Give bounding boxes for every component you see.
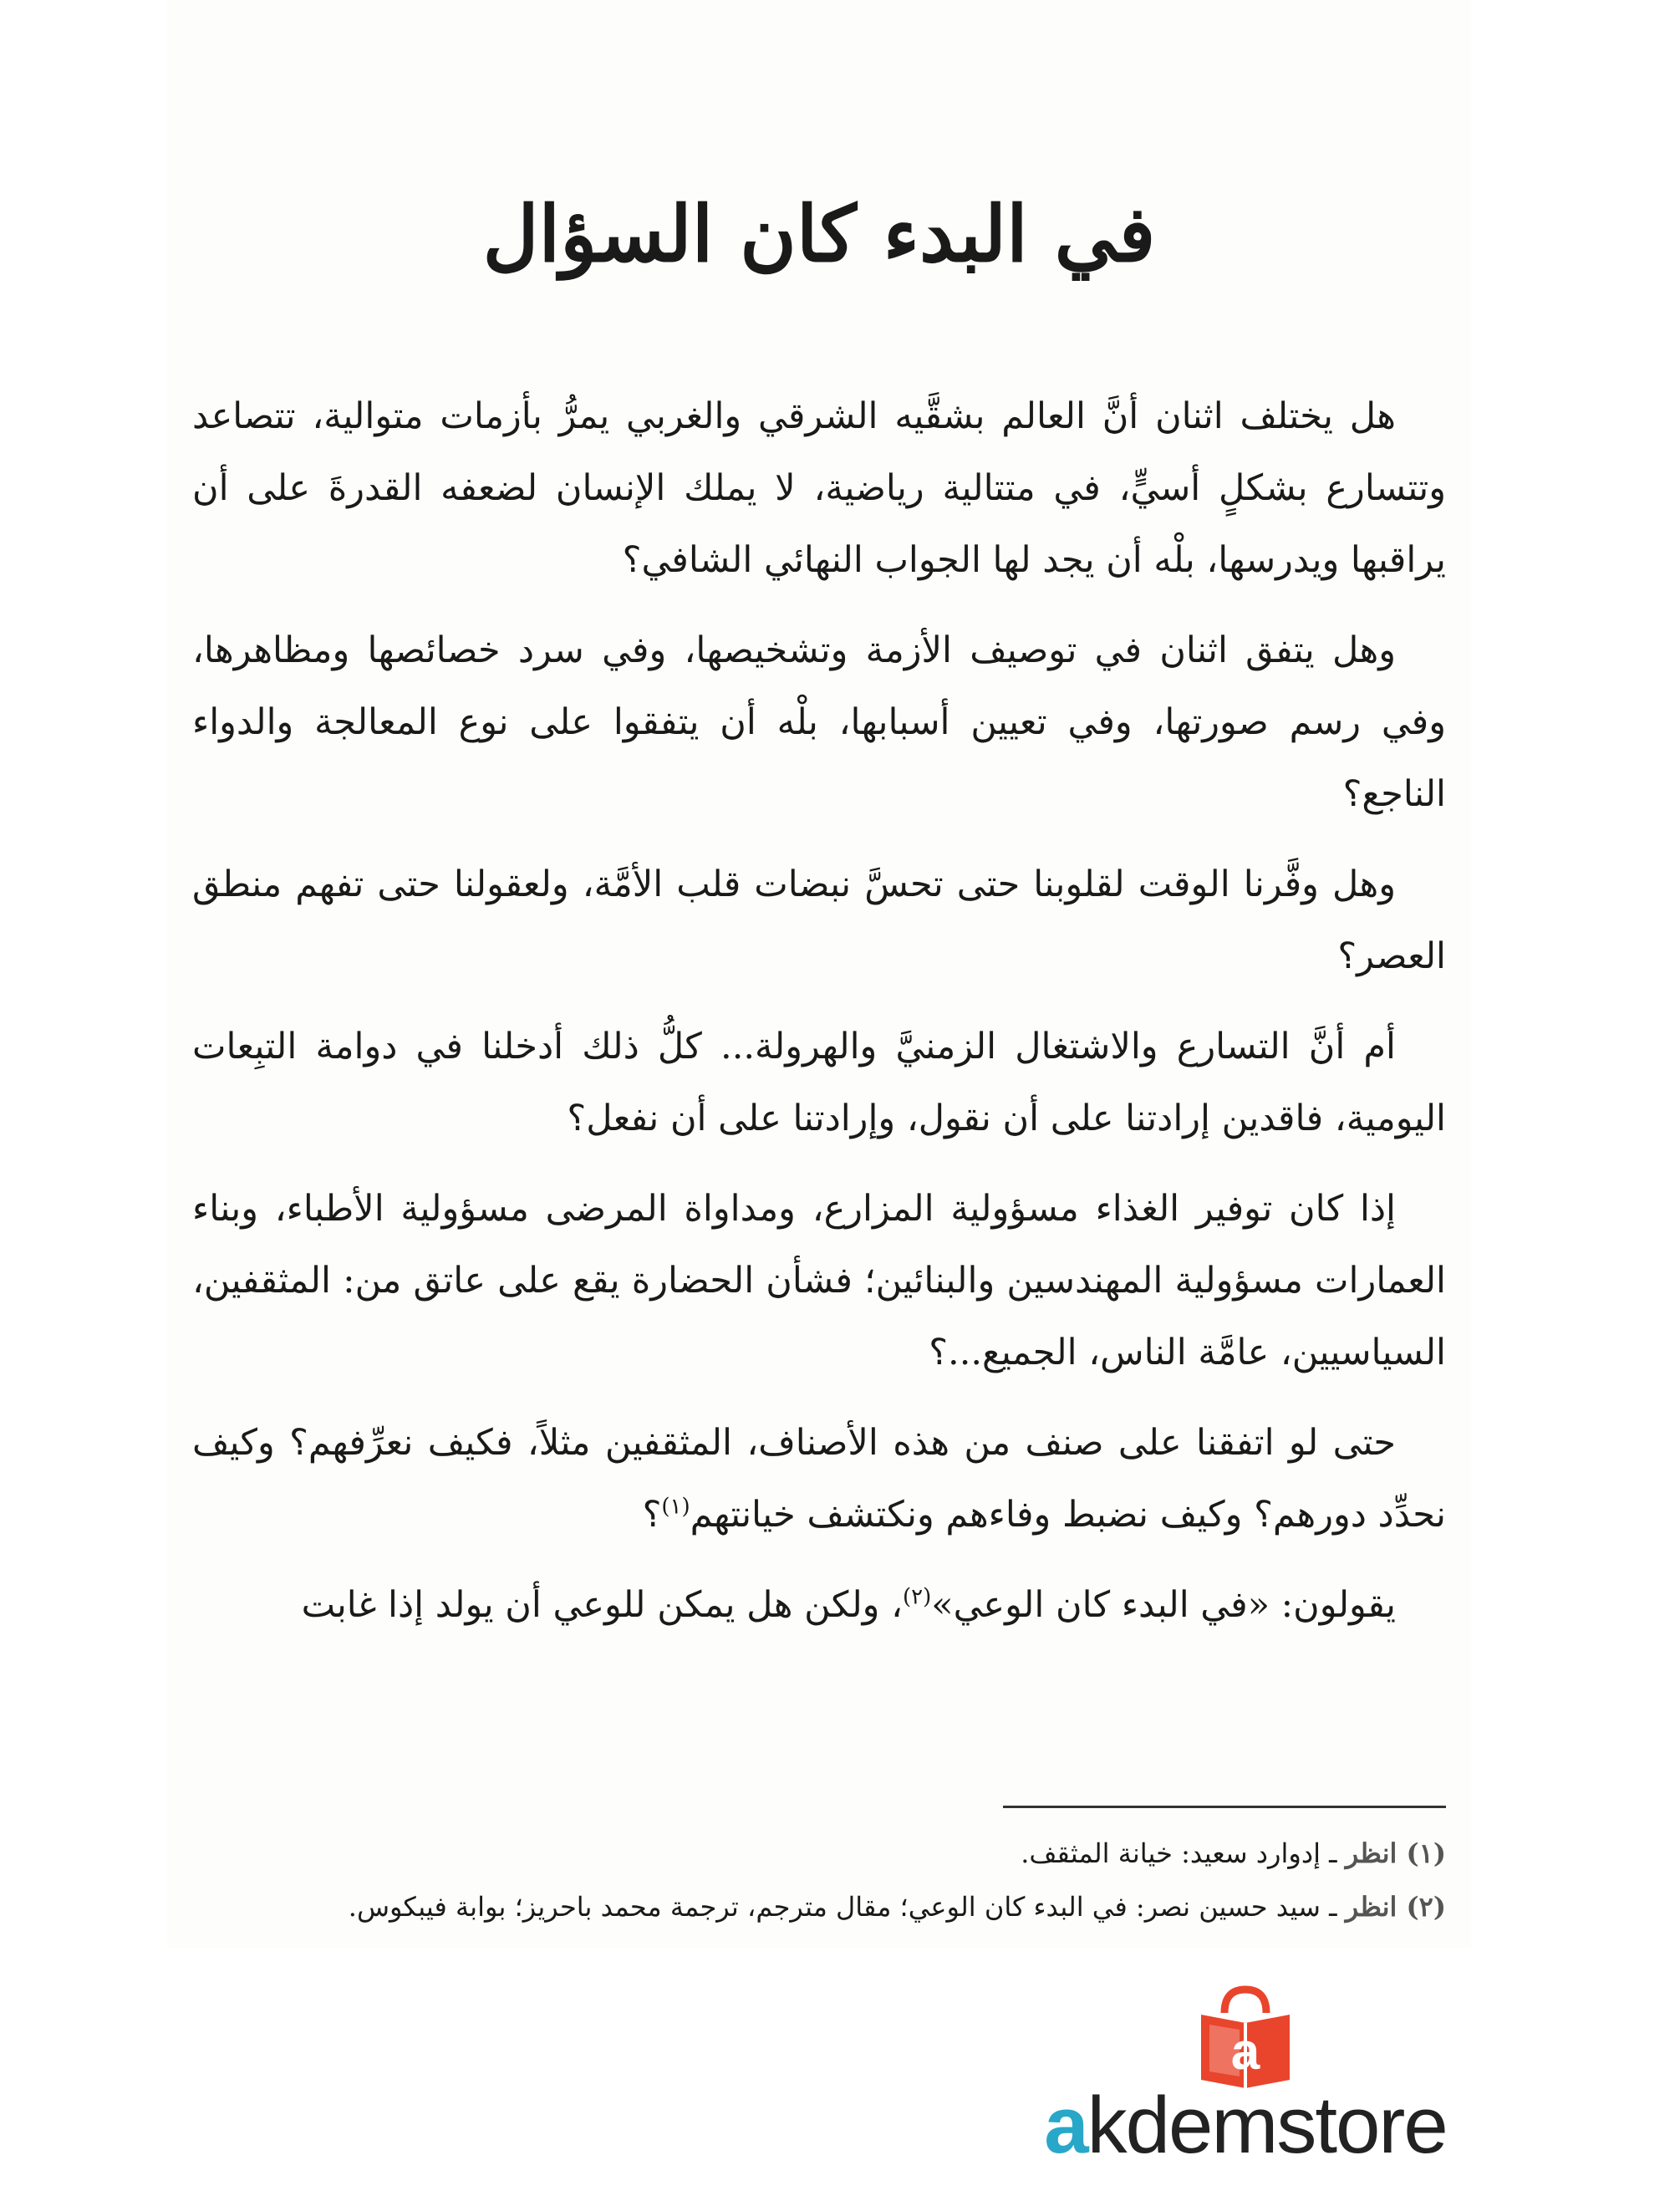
footnote-1-text: ـ إدوارد سعيد: خيانة المثقف. bbox=[1021, 1837, 1346, 1869]
book-bag-icon bbox=[1191, 1981, 1300, 2090]
footnote-1-number: (١) انظر bbox=[1345, 1837, 1446, 1869]
paragraph-4: أم أنَّ التسارع والاشتغال الزمنيَّ والهرولة... كلُّ ذلك أدخلنا في دوامة التبِعات اليومية، فاقدين إرادتنا على أن نقول، وإرادتنا على أن نفعل؟ bbox=[192, 1026, 1446, 1139]
paragraph-6 bbox=[192, 1407, 1446, 1551]
logo-wordmark bbox=[1020, 2081, 1471, 2170]
store-logo[interactable] bbox=[1020, 1973, 1471, 2173]
paragraph-6-text: حتى لو اتفقنا على صنف من هذه الأصناف، المثقفين مثلاً، فكيف نعرِّفهم؟ وكيف نحدِّد دورهم؟ وكيف نضبط وفاءهم ونكتشف خيانتهم bbox=[192, 1422, 1446, 1536]
paragraph-3: وهل وفَّرنا الوقت لقلوبنا حتى تحسَّ نبضات قلب الأمَّة، ولعقولنا حتى تفهم منطق العصر؟ bbox=[192, 864, 1446, 977]
footnote-ref-1[interactable]: (١) bbox=[661, 1494, 690, 1520]
footnote-2-number: (٢) انظر bbox=[1345, 1891, 1446, 1923]
paragraph-2: وهل يتفق اثنان في توصيف الأزمة وتشخيصها، وفي سرد خصائصها ومظاهرها، وفي رسم صورتها، وفي تعيين أسبابها، بلْه أن يتفقوا على نوع المعالجة والدواء الناجع؟ bbox=[192, 629, 1446, 815]
footnote-1 bbox=[192, 1827, 1446, 1880]
paragraph-7-end: ، ولكن هل يمكن للوعي أن يولد إذا غابت bbox=[301, 1584, 903, 1626]
footnotes bbox=[192, 1827, 1446, 1934]
body-text bbox=[192, 380, 1446, 1659]
footnote-divider bbox=[1003, 1806, 1446, 1808]
footnote-2-text: ـ سيد حسين نصر: في البدء كان الوعي؛ مقال مترجم، ترجمة محمد باحريز؛ بوابة فيبكوس. bbox=[348, 1891, 1346, 1923]
logo-wordmark-rest: kdemstore bbox=[1087, 2081, 1447, 2170]
logo-icon-letter: a bbox=[1230, 2023, 1260, 2081]
logo-wordmark-a: a bbox=[1044, 2081, 1087, 2170]
paragraph-6-end: ؟ bbox=[642, 1494, 662, 1536]
footnote-ref-2[interactable]: (٢) bbox=[902, 1584, 932, 1610]
paragraph-1: هل يختلف اثنان أنَّ العالم بشقَّيه الشرقي والغربي يمرُّ بأزمات متوالية، تتصاعد وتتسارع بشكلٍ أسيٍّ، في متتالية رياضية، لا يملك الإنسان لضعفه القدرةَ على أن يراقبها ويدرسها، بلْه أن يجد لها الجواب النهائي الشافي؟ bbox=[192, 395, 1446, 581]
paragraph-7-start: يقولون: «في البدء كان الوعي» bbox=[931, 1584, 1396, 1626]
footnote-2 bbox=[192, 1880, 1446, 1934]
page-title: في البدء كان السؤال bbox=[482, 189, 1156, 279]
paragraph-7 bbox=[192, 1569, 1446, 1641]
paragraph-5: إذا كان توفير الغذاء مسؤولية المزارع، ومداواة المرضى مسؤولية الأطباء، وبناء العمارات مسؤولية المهندسين والبنائين؛ فشأن الحضارة يقع على عاتق من: المثقفين، السياسيين، عامَّة الناس، الجميع...؟ bbox=[192, 1188, 1446, 1373]
